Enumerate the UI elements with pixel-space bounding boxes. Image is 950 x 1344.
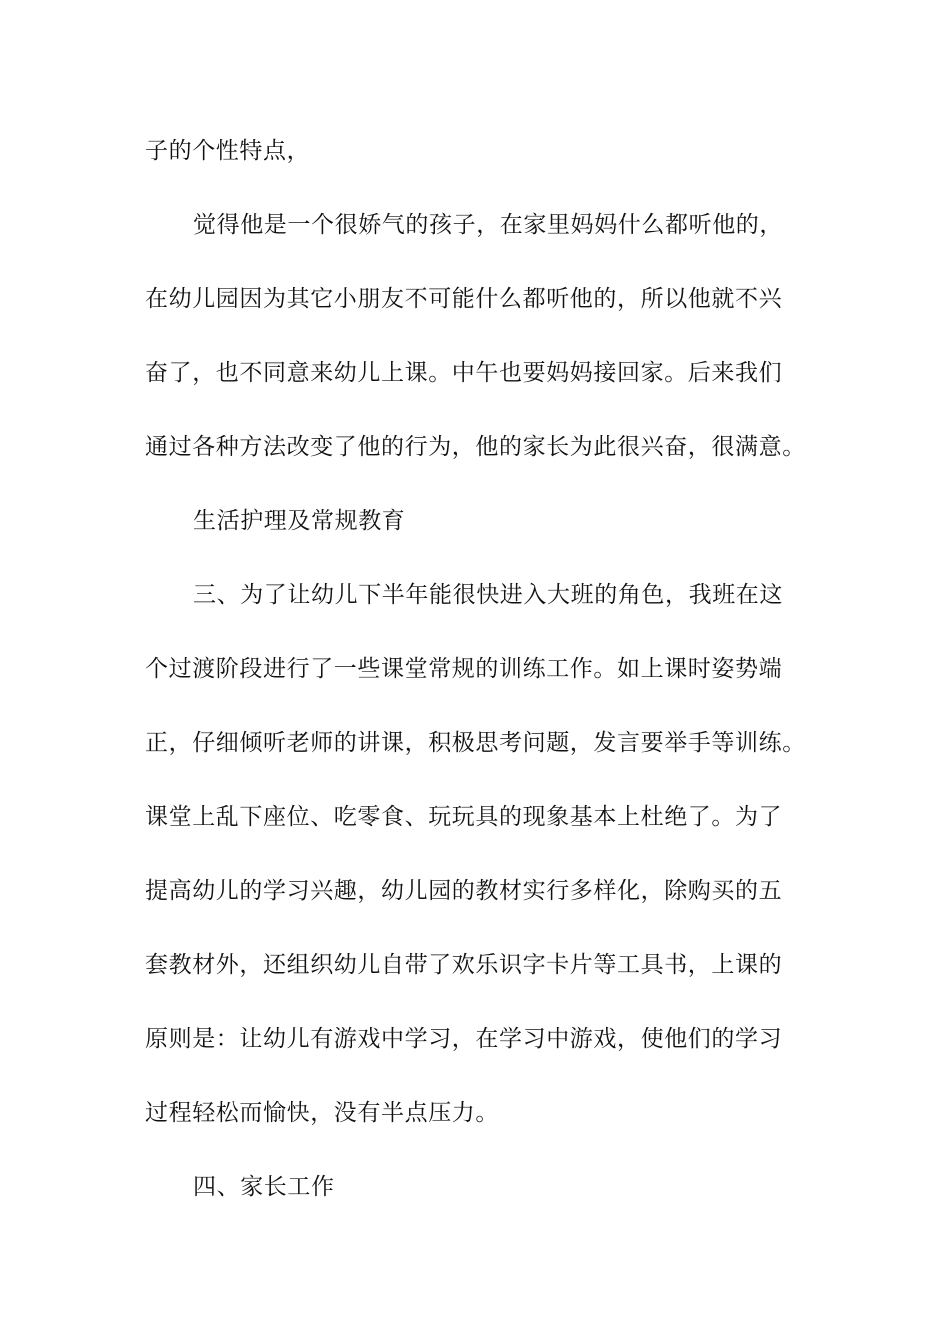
text-line: 正，仔细倾听老师的讲课，积极思考问题，发言要举手等训练。 [145,730,806,756]
text-line: 套教材外，还组织幼儿自带了欢乐识字卡片等工具书，上课的 [145,952,783,978]
section-heading: 四、家长工作 [193,1174,335,1200]
text-line: 课堂上乱下座位、吃零食、玩玩具的现象基本上杜绝了。为了 [145,804,783,830]
text-line: 奋了，也不同意来幼儿上课。中午也要妈妈接回家。后来我们 [145,360,783,386]
section-heading: 生活护理及常规教育 [193,508,406,534]
text-line: 在幼儿园因为其它小朋友不可能什么都听他的，所以他就不兴 [145,286,783,312]
text-line: 三、为了让幼儿下半年能很快进入大班的角色，我班在这 [193,582,783,608]
text-line: 觉得他是一个很娇气的孩子，在家里妈妈什么都听他的， [193,212,783,238]
text-line: 原则是：让幼儿有游戏中学习，在学习中游戏，使他们的学习 [145,1026,783,1052]
text-line: 过程轻松而愉快，没有半点压力。 [145,1100,499,1126]
document-body [145,128,825,1238]
text-line: 提高幼儿的学习兴趣，幼儿园的教材实行多样化，除购买的五 [145,878,783,904]
text-line: 子的个性特点， [145,138,311,164]
text-line: 通过各种方法改变了他的行为，他的家长为此很兴奋，很满意。 [145,434,806,460]
text-line: 个过渡阶段进行了一些课堂常规的训练工作。如上课时姿势端 [145,656,783,682]
